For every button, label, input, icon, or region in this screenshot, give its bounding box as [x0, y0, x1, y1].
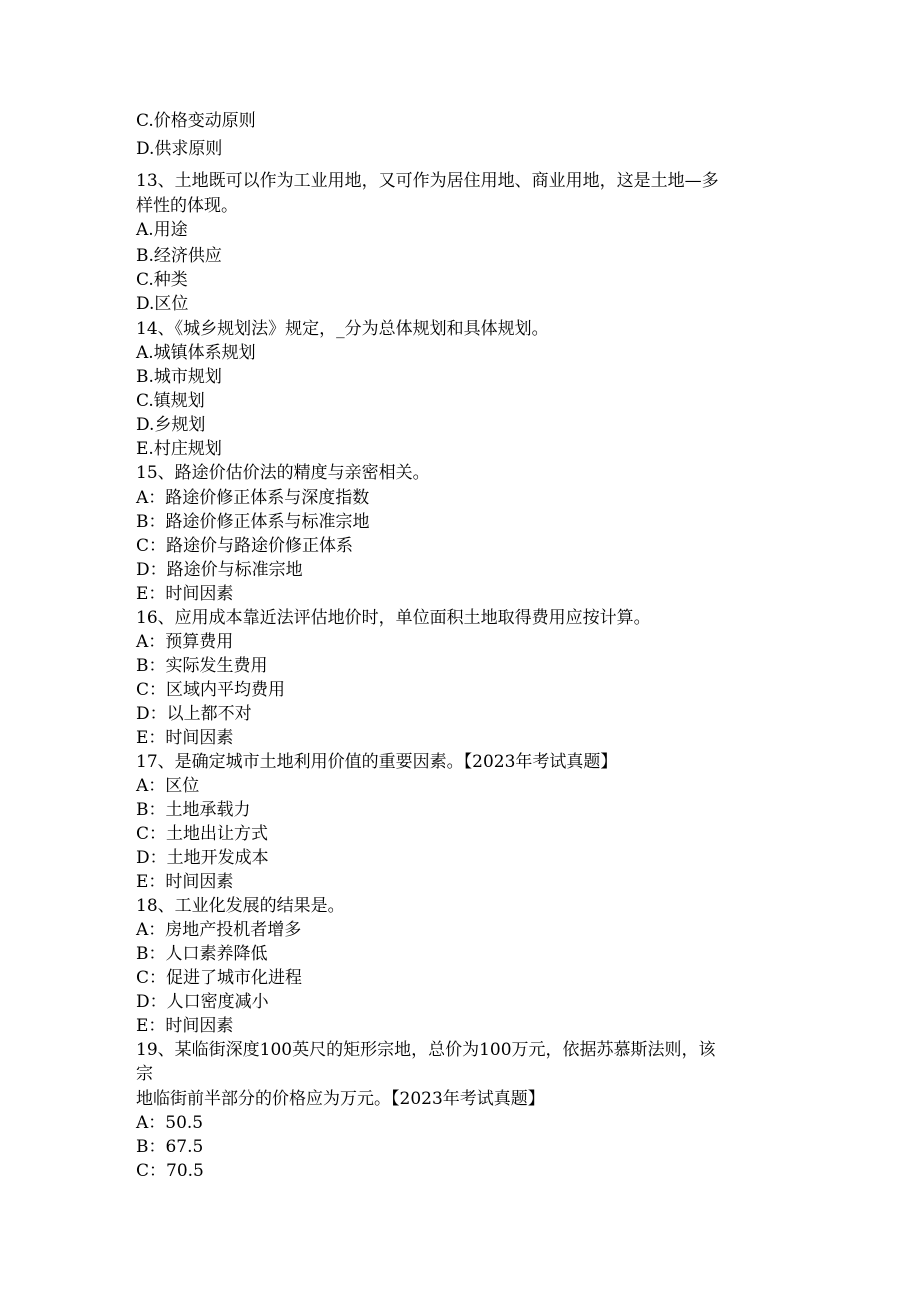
text-line: A：房地产投机者增多: [136, 920, 302, 940]
text-line: E.村庄规划: [136, 439, 222, 459]
text-line: A：区位: [136, 776, 200, 796]
text-line: D：人口密度减小: [136, 992, 269, 1012]
text-line: 16、应用成本靠近法评估地价时，单位面积土地取得费用应按计算。: [136, 608, 651, 628]
text-line: C.价格变动原则: [136, 111, 256, 131]
text-line: 样性的体现。: [136, 196, 238, 216]
text-line: 18、工业化发展的结果是。: [136, 896, 345, 916]
text-line: D：以上都不对: [136, 704, 252, 724]
text-line: C：促进了城市化进程: [136, 968, 303, 988]
text-line: C.种类: [136, 270, 188, 290]
text-line: 13、土地既可以作为工业用地，又可作为居住用地、商业用地，这是土地—多: [136, 171, 719, 191]
text-line: 14、《城乡规划法》规定，_分为总体规划和具体规划。: [136, 319, 549, 339]
text-line: B：路途价修正体系与标准宗地: [136, 512, 370, 532]
text-line: 15、路途价估价法的精度与亲密相关。: [136, 463, 430, 483]
text-line: D.乡规划: [136, 415, 206, 435]
text-line: C：土地出让方式: [136, 824, 269, 844]
text-line: E：时间因素: [136, 1016, 234, 1036]
text-line: 17、是确定城市土地利用价值的重要因素。【2023年考试真题】: [136, 752, 618, 772]
text-line: B：67.5: [136, 1137, 204, 1157]
text-line: C：区域内平均费用: [136, 680, 286, 700]
text-line: 宗: [136, 1064, 153, 1084]
text-line: 19、某临街深度100英尺的矩形宗地，总价为100万元，依据苏慕斯法则，该: [136, 1040, 716, 1060]
text-line: D：路途价与标准宗地: [136, 560, 303, 580]
text-line: D：土地开发成本: [136, 848, 269, 868]
text-line: B：人口素养降低: [136, 944, 268, 964]
text-line: C.镇规划: [136, 391, 205, 411]
text-line: D.区位: [136, 294, 189, 314]
text-line: B.经济供应: [136, 246, 222, 266]
text-line: E：时间因素: [136, 728, 234, 748]
text-line: E：时间因素: [136, 584, 234, 604]
text-line: A.城镇体系规划: [136, 343, 256, 363]
text-line: D.供求原则: [136, 139, 223, 159]
text-line: B.城市规划: [136, 367, 222, 387]
text-line: A：预算费用: [136, 632, 234, 652]
text-line: C：路途价与路途价修正体系: [136, 536, 354, 556]
text-line: A：50.5: [136, 1113, 204, 1133]
text-line: A：路途价修正体系与深度指数: [136, 488, 370, 508]
text-line: A.用途: [136, 220, 188, 240]
text-line: 地临街前半部分的价格应为万元。【2023年考试真题】: [136, 1089, 545, 1109]
text-line: E：时间因素: [136, 872, 234, 892]
text-line: C：70.5: [136, 1161, 204, 1181]
text-line: B：土地承载力: [136, 800, 251, 820]
text-line: B：实际发生费用: [136, 656, 268, 676]
